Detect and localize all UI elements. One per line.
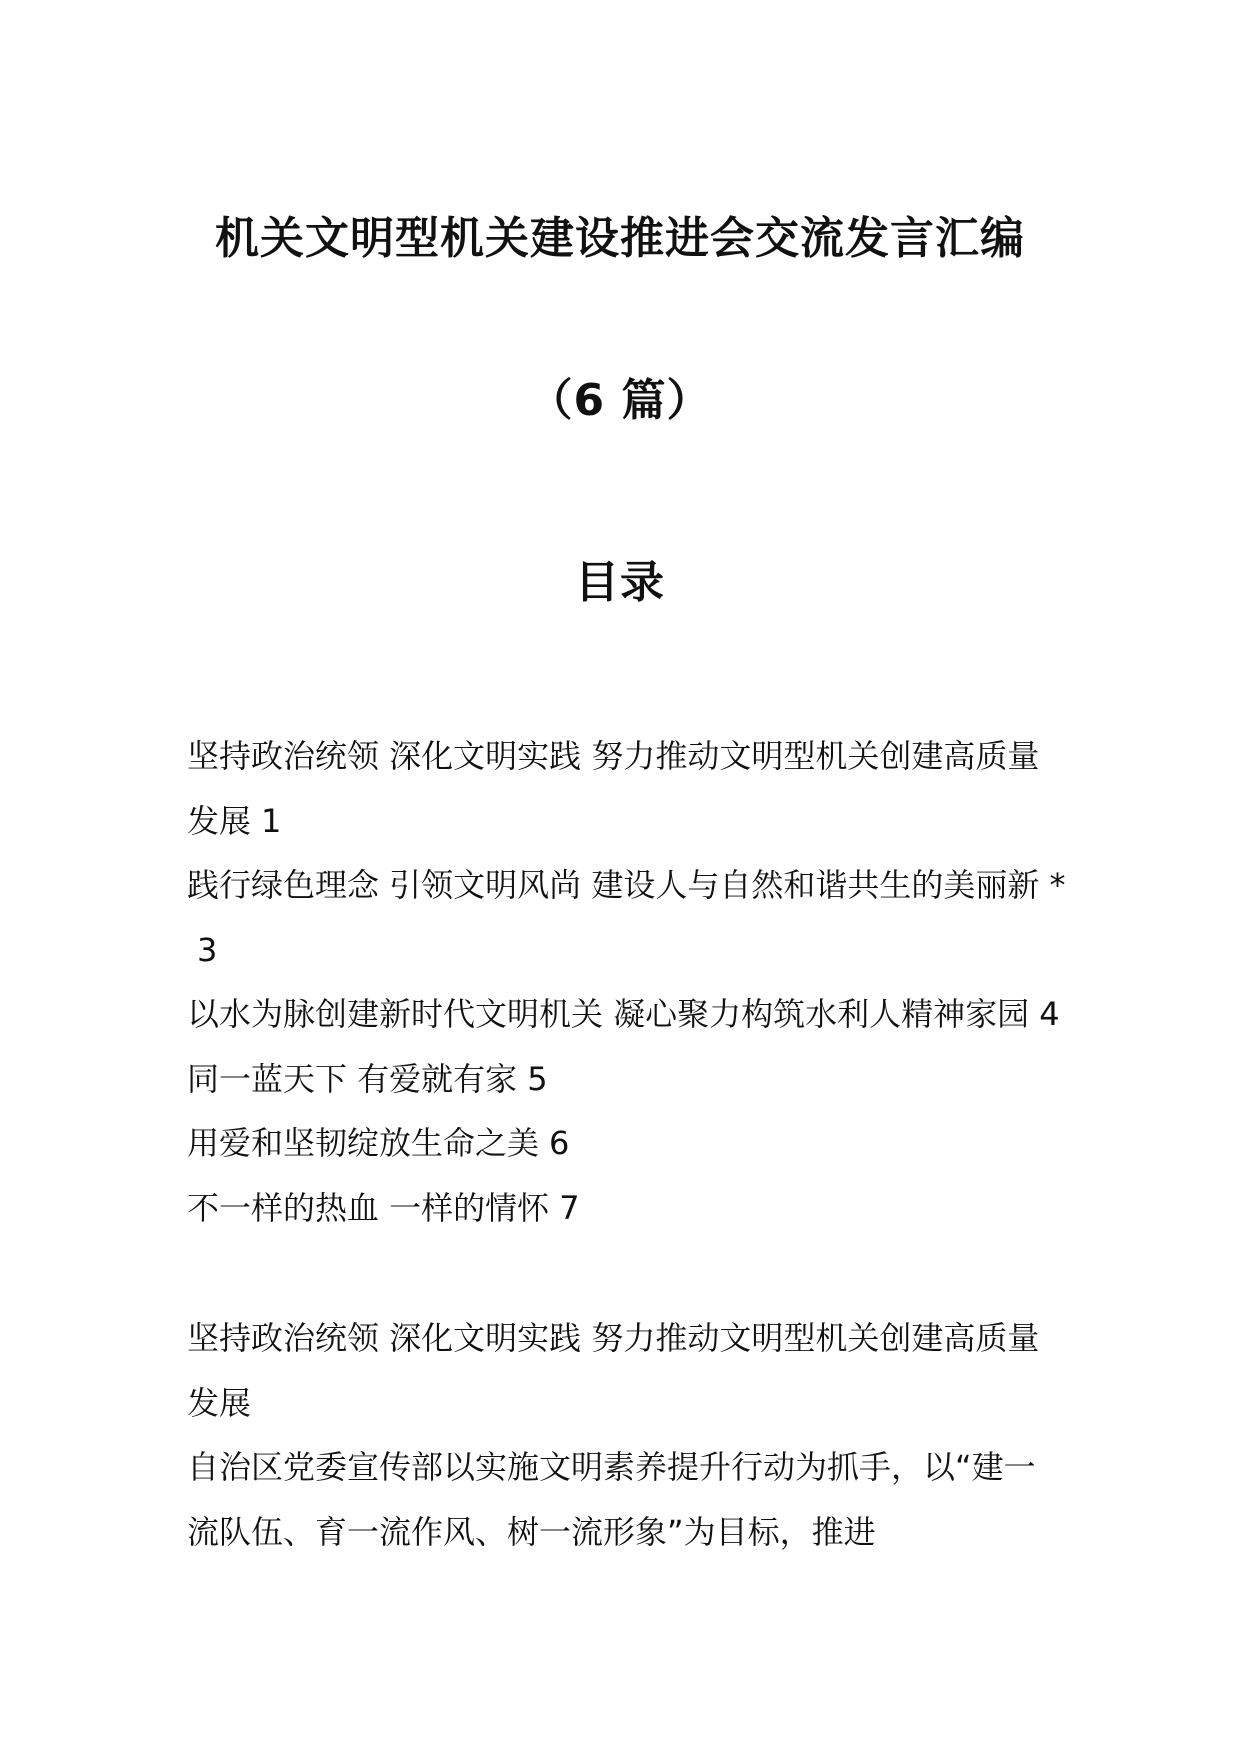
toc-entry[interactable] [187, 1176, 1067, 1241]
toc-entry-label: 用爱和坚韧绽放生命之美 [187, 1124, 540, 1162]
toc-entry-label: 同一蓝天下 有爱就有家 [187, 1059, 518, 1098]
toc-entry-label: 践行绿色理念 引领文明风尚 建设人与自然和谐共生的美丽新 * [187, 866, 1066, 904]
toc-entry-page: 5 [527, 1059, 548, 1098]
toc-heading: 目录 [575, 557, 665, 608]
toc-entry[interactable] [187, 853, 1067, 982]
section-heading: 坚持政治统领 深化文明实践 努力推动文明型机关创建高质量发展 [187, 1319, 1040, 1422]
toc-entry-label: 坚持政治统领 深化文明实践 努力推动文明型机关创建高质量发展 [187, 737, 1040, 840]
toc-entry-label: 以水为脉创建新时代文明机关 凝心聚力构筑水利人精神家园 [187, 995, 1030, 1033]
toc-entry[interactable] [187, 982, 1067, 1047]
toc-entry[interactable] [187, 724, 1067, 853]
document-title: 机关文明型机关建设推进会交流发言汇编 [215, 213, 1025, 264]
toc-entry-page: 7 [559, 1188, 580, 1227]
toc-entry[interactable] [187, 1047, 1067, 1112]
toc-entry-page: 1 [261, 801, 282, 840]
toc-entry[interactable] [187, 1111, 1067, 1176]
document-subtitle: （6 篇） [528, 375, 712, 426]
toc-entry-label: 不一样的热血 一样的情怀 [187, 1188, 550, 1227]
body-paragraph: 自治区党委宣传部以实施文明素养提升行动为抓手，以“建一流队伍、育一流作风、树一流形象”为目标，推进 [187, 1448, 1036, 1551]
toc-entry-page: 4 [1039, 995, 1060, 1033]
table-of-contents [187, 724, 1067, 1240]
toc-entry-page: 6 [549, 1124, 570, 1162]
toc-entry-page: 3 [197, 930, 218, 969]
